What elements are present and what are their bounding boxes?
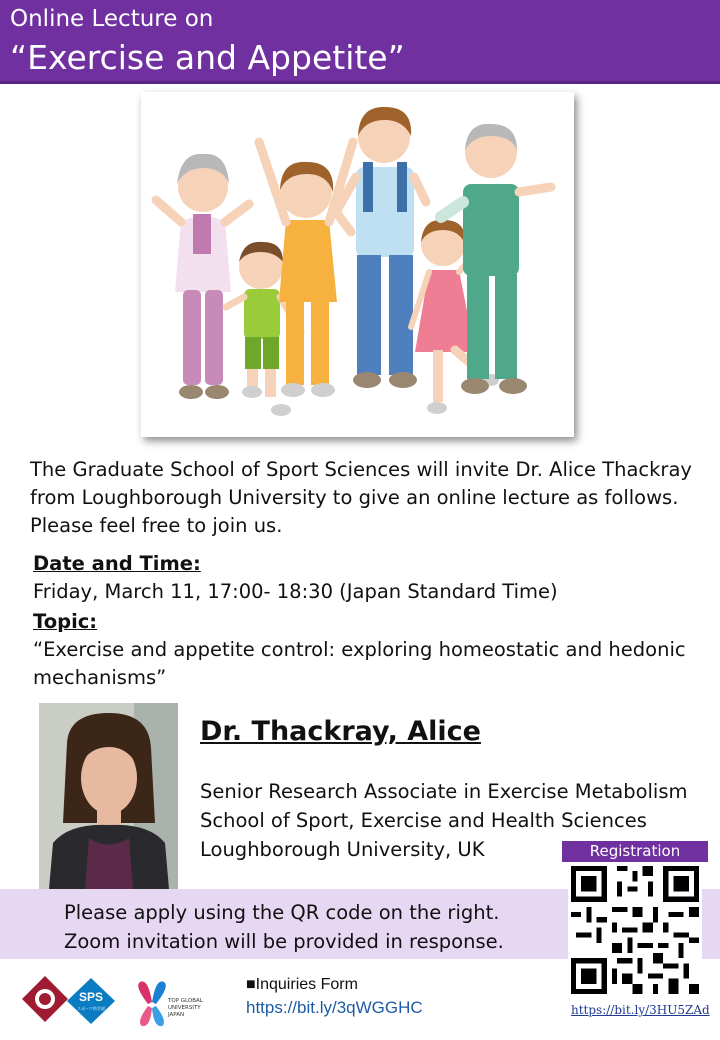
sps-logo-subtext: スポーツ科学部 xyxy=(77,1006,105,1011)
topic-value: “Exercise and appetite control: exploring homeostatic and hedonic mechanisms” xyxy=(33,638,686,689)
speaker-name: Dr. Thackray, Alice xyxy=(200,716,481,747)
date-time-value: Friday, March 11, 17:00- 18:30 (Japan Standard Time) xyxy=(33,580,558,603)
header-subtitle: Online Lecture on xyxy=(10,6,214,32)
tgu-line-1: TOP GLOBAL xyxy=(168,998,203,1004)
apply-line-2: Zoom invitation will be provided in response. xyxy=(64,930,504,953)
speaker-portrait xyxy=(39,703,178,889)
crest-icon xyxy=(20,974,70,1024)
family-illustration xyxy=(141,92,574,437)
sps-logo-text: SPS xyxy=(78,990,104,1004)
qr-code-icon xyxy=(568,866,702,994)
speaker-university: Loughborough University, UK xyxy=(200,838,485,861)
header-banner xyxy=(0,0,720,84)
date-time-label: Date and Time: xyxy=(33,552,201,575)
sps-badge-icon xyxy=(65,977,117,1025)
inquiries-link[interactable]: https://bit.ly/3qWGGHC xyxy=(246,998,423,1017)
tgu-line-2: UNIVERSITY xyxy=(168,1005,201,1011)
speaker-role: Senior Research Associate in Exercise Metabolism xyxy=(200,780,688,803)
butterfly-icon xyxy=(128,974,220,1036)
intro-paragraph: The Graduate School of Sport Sciences will invite Dr. Alice Thackray from Loughborough University to give an online lecture as follows. Please feel free to join us. xyxy=(30,458,692,537)
speaker-school: School of Sport, Exercise and Health Sciences xyxy=(200,809,647,832)
header-title: “Exercise and Appetite” xyxy=(10,38,405,77)
registration-qr-code[interactable] xyxy=(568,866,702,994)
tgu-line-3: JAPAN xyxy=(168,1012,185,1018)
apply-line-1: Please apply using the QR code on the right. xyxy=(64,901,500,924)
grandmother-figure xyxy=(156,154,249,399)
inquiries-label: ■Inquiries Form xyxy=(246,976,358,993)
university-logo xyxy=(20,974,70,1024)
registration-label: Registration xyxy=(562,841,708,862)
registration-link[interactable]: https://bit.ly/3HU5ZAd xyxy=(571,1003,710,1017)
topic-label: Topic: xyxy=(33,610,98,633)
family-illustration-art xyxy=(141,92,574,437)
top-global-university-logo xyxy=(128,974,220,1036)
apply-instructions xyxy=(64,898,504,956)
speaker-photo xyxy=(39,703,178,889)
sps-logo xyxy=(65,977,117,1025)
